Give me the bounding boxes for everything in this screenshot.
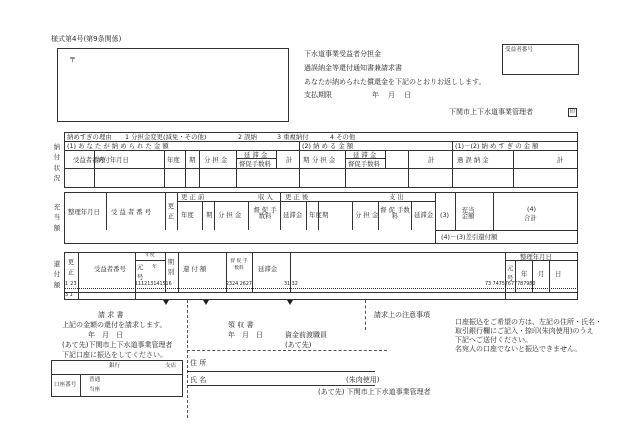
postal-mark: 〒	[69, 56, 76, 64]
app-col-dunning-2: 督 促 手数料	[380, 206, 410, 221]
refund-col-year: 年	[152, 265, 157, 270]
label-total: 合計	[524, 214, 537, 222]
col-share-2b: 分 担 金	[312, 156, 336, 164]
app-col-period-2: 期	[322, 211, 329, 219]
reason-label: 納めすぎの理由	[67, 133, 112, 141]
col-beneficiary-no-2: 受 益 者 番 号	[111, 208, 152, 216]
col-late-2: 延 滞 金	[353, 151, 377, 159]
label-before: 更 正 前	[181, 193, 205, 201]
refund-col-amount: 還 付 額	[183, 265, 207, 273]
marker-triangle-3	[287, 300, 293, 305]
claim-heading: 請 求 書	[98, 311, 124, 319]
refund-col-process-date: 整理年月日	[520, 253, 552, 261]
refund-col-day: 日	[555, 270, 562, 278]
refund-col-month: 月	[538, 270, 545, 278]
label-3: (3)	[440, 211, 450, 219]
refund-col-fiscal-year: 年度	[145, 253, 155, 258]
app-col-year-2: 年度	[309, 211, 322, 219]
app-col-late-2: 延滞金	[414, 211, 434, 219]
app-col-share: 分 担 金	[218, 211, 242, 219]
notes-heading: 請求上の注意事項	[374, 311, 430, 319]
code-row-1: 1 23	[65, 282, 77, 287]
col-change: 更正	[167, 202, 175, 221]
claim-transfer-request: 下記口座に振込をしてください。	[62, 351, 167, 359]
payment-year: 年	[372, 91, 379, 99]
label-4: (4)	[527, 205, 537, 213]
notes-line-3: 下記へご送付ください。	[455, 336, 532, 344]
refund-col-dunning: 督 促 手数料	[230, 259, 248, 271]
notes-line-4: 名宛人の口座でないと振込できません。	[455, 345, 582, 353]
form-title-line1: 下水道事業受益者分担金	[304, 50, 381, 58]
cashier-addressee: (あて先)	[285, 341, 312, 349]
receipt-heading: 領 収 書	[228, 321, 254, 329]
label-after: 更 正 後	[285, 193, 309, 201]
app-col-late: 延滞金	[283, 211, 303, 219]
bottom-addressee: (あて先) 下関市上下水道事業管理者	[318, 388, 431, 396]
col-total-2: 計	[428, 156, 435, 164]
marker-triangle-1	[163, 300, 169, 305]
col-total-3: 計	[557, 156, 564, 164]
reason-option-2[interactable]: 2 誤納	[238, 133, 257, 141]
app-col-year: 年度	[181, 211, 194, 219]
col-late: 延 滞 金	[244, 151, 268, 159]
address-box[interactable]	[57, 48, 289, 122]
claim-text: 上記の金額の還付を請求します。	[62, 321, 167, 329]
code-row-1e: 73 74757677787980	[485, 282, 536, 287]
issuer-seal: 印	[569, 109, 576, 115]
form-title-line2: 過誤納金等還付通知書兼請求書	[304, 64, 402, 72]
account-number-label: 口座番号	[54, 382, 77, 388]
issuer-name: 下関市上下水道事業管理者	[449, 108, 533, 116]
section-overpaid-amount: (1)－(2) 納 め す ぎ の 金 額	[455, 142, 539, 150]
code-row-2: 3 1	[65, 293, 73, 298]
refund-col-era-2: 元号	[507, 264, 514, 283]
branch-label[interactable]: 支店	[165, 363, 177, 369]
refund-col-year-2: 年	[521, 270, 528, 278]
code-row-1c: 2324 2627	[226, 282, 252, 287]
bank-label[interactable]: 銀行	[109, 363, 121, 369]
refund-col-late: 延滞金	[258, 265, 278, 273]
label-expenditure: 支 出	[389, 193, 404, 201]
col-fiscal-year: 年度	[167, 156, 180, 164]
col-dunning: 督促手数料	[239, 160, 271, 168]
payment-month: 月	[388, 91, 395, 99]
col-share: 分 担 金	[204, 156, 228, 164]
beneficiary-number-label: 受益者番号	[505, 47, 533, 53]
code-row-1d: 31 32	[284, 282, 298, 287]
refund-col-period: 期別	[167, 258, 175, 277]
refund-side-label: 還付額	[53, 260, 61, 289]
payment-date-label: 支払期限	[304, 91, 332, 99]
label-appropriation-amount: 充当 金額	[461, 206, 475, 221]
appropriation-side-label: 充当額	[53, 203, 61, 232]
col-overpaid: 過 誤 納 金	[457, 156, 489, 164]
col-beneficiary-no: 受益者番号	[73, 156, 105, 164]
address-label: 住 所	[190, 359, 207, 367]
claim-addressee: (あて先)下関市上下水道事業管理者	[62, 341, 173, 349]
account-type-ordinary[interactable]: 普通	[89, 377, 101, 383]
app-col-share-2: 分 担 金	[355, 211, 379, 219]
section-due-amount: (2) 納 め る 金 額	[302, 142, 354, 150]
refund-col-change: 更正	[67, 258, 75, 277]
app-col-period: 期	[206, 211, 213, 219]
section-paid-amount: (1) あ な た が 納 め ら れ た 金 額	[67, 142, 169, 150]
claim-date: 年 月 日	[88, 331, 123, 339]
cashier-label: 資金前渡職員	[285, 331, 327, 339]
col-total: 計	[286, 156, 293, 164]
col-pay-date: 納付年月日	[97, 156, 129, 164]
notes-line-2: 取引銀行欄にご記入・捺印(朱肉使用)のうえ	[455, 327, 594, 335]
form-number: 様式第4号(第9条関係)	[51, 35, 122, 43]
notes-line-1: 口座振込をご希望の方は、左記の住所・氏名・	[455, 318, 602, 326]
col-process-date: 整理年月日	[68, 208, 100, 216]
reason-option-3[interactable]: 3 重複納付	[277, 133, 309, 141]
refund-col-era: 元号	[137, 263, 144, 282]
refund-col-beneficiary-no: 受益者番号	[94, 265, 126, 273]
account-type-current[interactable]: 当座	[89, 387, 101, 393]
col-share-2: 期	[303, 156, 310, 164]
receipt-date: 年 月 日	[228, 331, 263, 339]
code-row-1b: 111213141516	[135, 282, 172, 287]
app-col-dunning: 督 促 手数料	[253, 206, 277, 221]
name-label: 氏 名	[190, 376, 207, 384]
marker-triangle-2	[203, 300, 209, 305]
col-dunning-2: 督促手数料	[348, 160, 380, 168]
reason-option-1[interactable]: 1 分担金変更(減免・その他)	[125, 133, 207, 141]
diff-refund-label: (4)－(3)差引還付額	[441, 233, 498, 241]
label-income: 収 入	[258, 193, 273, 201]
status-side-label: 納付状況	[53, 143, 61, 182]
seal-note: (朱肉使用)	[346, 376, 380, 384]
payment-day: 日	[404, 91, 411, 99]
col-period: 期	[189, 156, 196, 164]
reason-option-4[interactable]: 4 その他	[330, 133, 356, 141]
notice-text: あなたが納められた償還金を下記のとおりお返しします。	[304, 78, 486, 86]
